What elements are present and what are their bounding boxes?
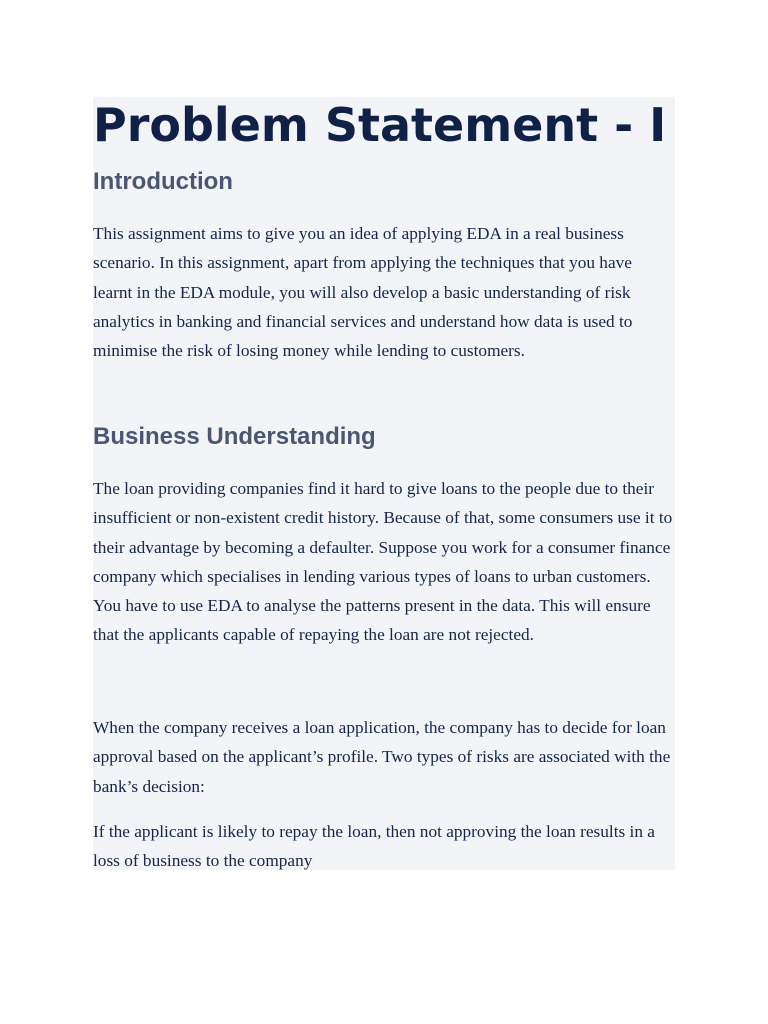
document-content <box>93 97 675 870</box>
section-heading-business-understanding: Business Understanding <box>93 423 376 450</box>
business-understanding-paragraph-3: If the applicant is likely to repay the loan, then not approving the loan results in a loss of business to the company <box>93 822 655 871</box>
business-understanding-paragraph-1: The loan providing companies find it hard to give loans to the people due to their insufficient or non-existent credit history. Because of that, some consumers use it to their advantage by becoming a defaulter. Suppose you work for a consumer finance company which specialises in lending various types of loans to urban customers. You have to use EDA to analyse the patterns present in the data. This will ensure that the applicants capable of repaying the loan are not rejected. <box>93 479 673 645</box>
section-heading-introduction: Introduction <box>93 168 233 195</box>
business-understanding-paragraph-2: When the company receives a loan application, the company has to decide for loan approval based on the applicant’s profile. Two types of risks are associated with the bank’s decision: <box>93 718 671 796</box>
page-title: Problem Statement - I <box>93 98 667 152</box>
introduction-paragraph: This assignment aims to give you an idea of applying EDA in a real business scenario. In this assignment, apart from applying the techniques that you have learnt in the EDA module, you will also develop a basic understanding of risk analytics in banking and financial services and understand how data is used to minimise the risk of losing money while lending to customers. <box>93 224 633 361</box>
